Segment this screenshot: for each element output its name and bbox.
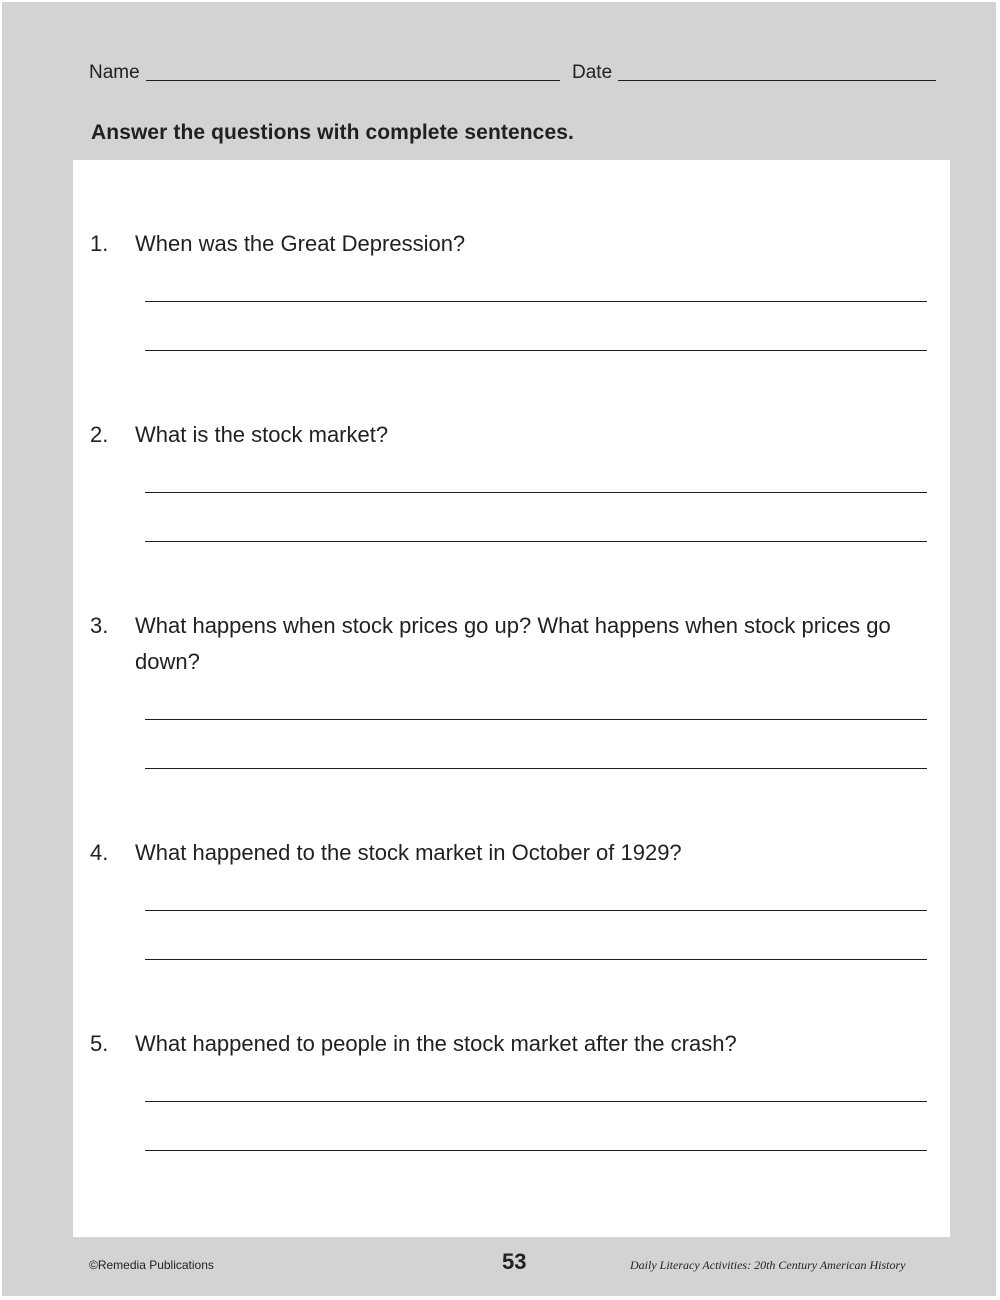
answer-line[interactable] <box>145 1150 927 1151</box>
question-text: When was the Great Depression? <box>135 231 466 256</box>
question-number: 5. <box>90 1031 109 1056</box>
question-text: What happened to the stock market in October of 1929? <box>135 840 682 865</box>
question-number: 2. <box>90 422 109 447</box>
answer-line[interactable] <box>145 959 927 960</box>
question-text: What happens when stock prices go up? What happens when stock prices go down? <box>135 613 891 674</box>
answer-line[interactable] <box>145 719 927 720</box>
question-text: What happened to people in the stock market after the crash? <box>135 1031 737 1056</box>
answer-line[interactable] <box>145 492 927 493</box>
page-number: 53 <box>502 1249 527 1274</box>
question-text: What is the stock market? <box>135 422 389 447</box>
book-title: Daily Literacy Activities: 20th Century American History <box>630 1258 906 1272</box>
name-label: Name <box>89 62 140 83</box>
answer-line[interactable] <box>145 301 927 302</box>
question-number: 4. <box>90 840 109 865</box>
worksheet-page <box>2 2 996 1296</box>
answer-line[interactable] <box>145 1101 927 1102</box>
answer-line[interactable] <box>145 910 927 911</box>
answer-line[interactable] <box>145 350 927 351</box>
questions-panel <box>73 160 950 1237</box>
question-number: 3. <box>90 613 109 638</box>
name-field[interactable] <box>146 80 560 81</box>
date-label: Date <box>572 62 613 83</box>
date-field[interactable] <box>618 80 936 81</box>
answer-line[interactable] <box>145 768 927 769</box>
publisher-credit: ©Remedia Publications <box>89 1258 214 1272</box>
answer-line[interactable] <box>145 541 927 542</box>
instructions: Answer the questions with complete sentences. <box>91 121 574 144</box>
question-number: 1. <box>90 231 109 256</box>
